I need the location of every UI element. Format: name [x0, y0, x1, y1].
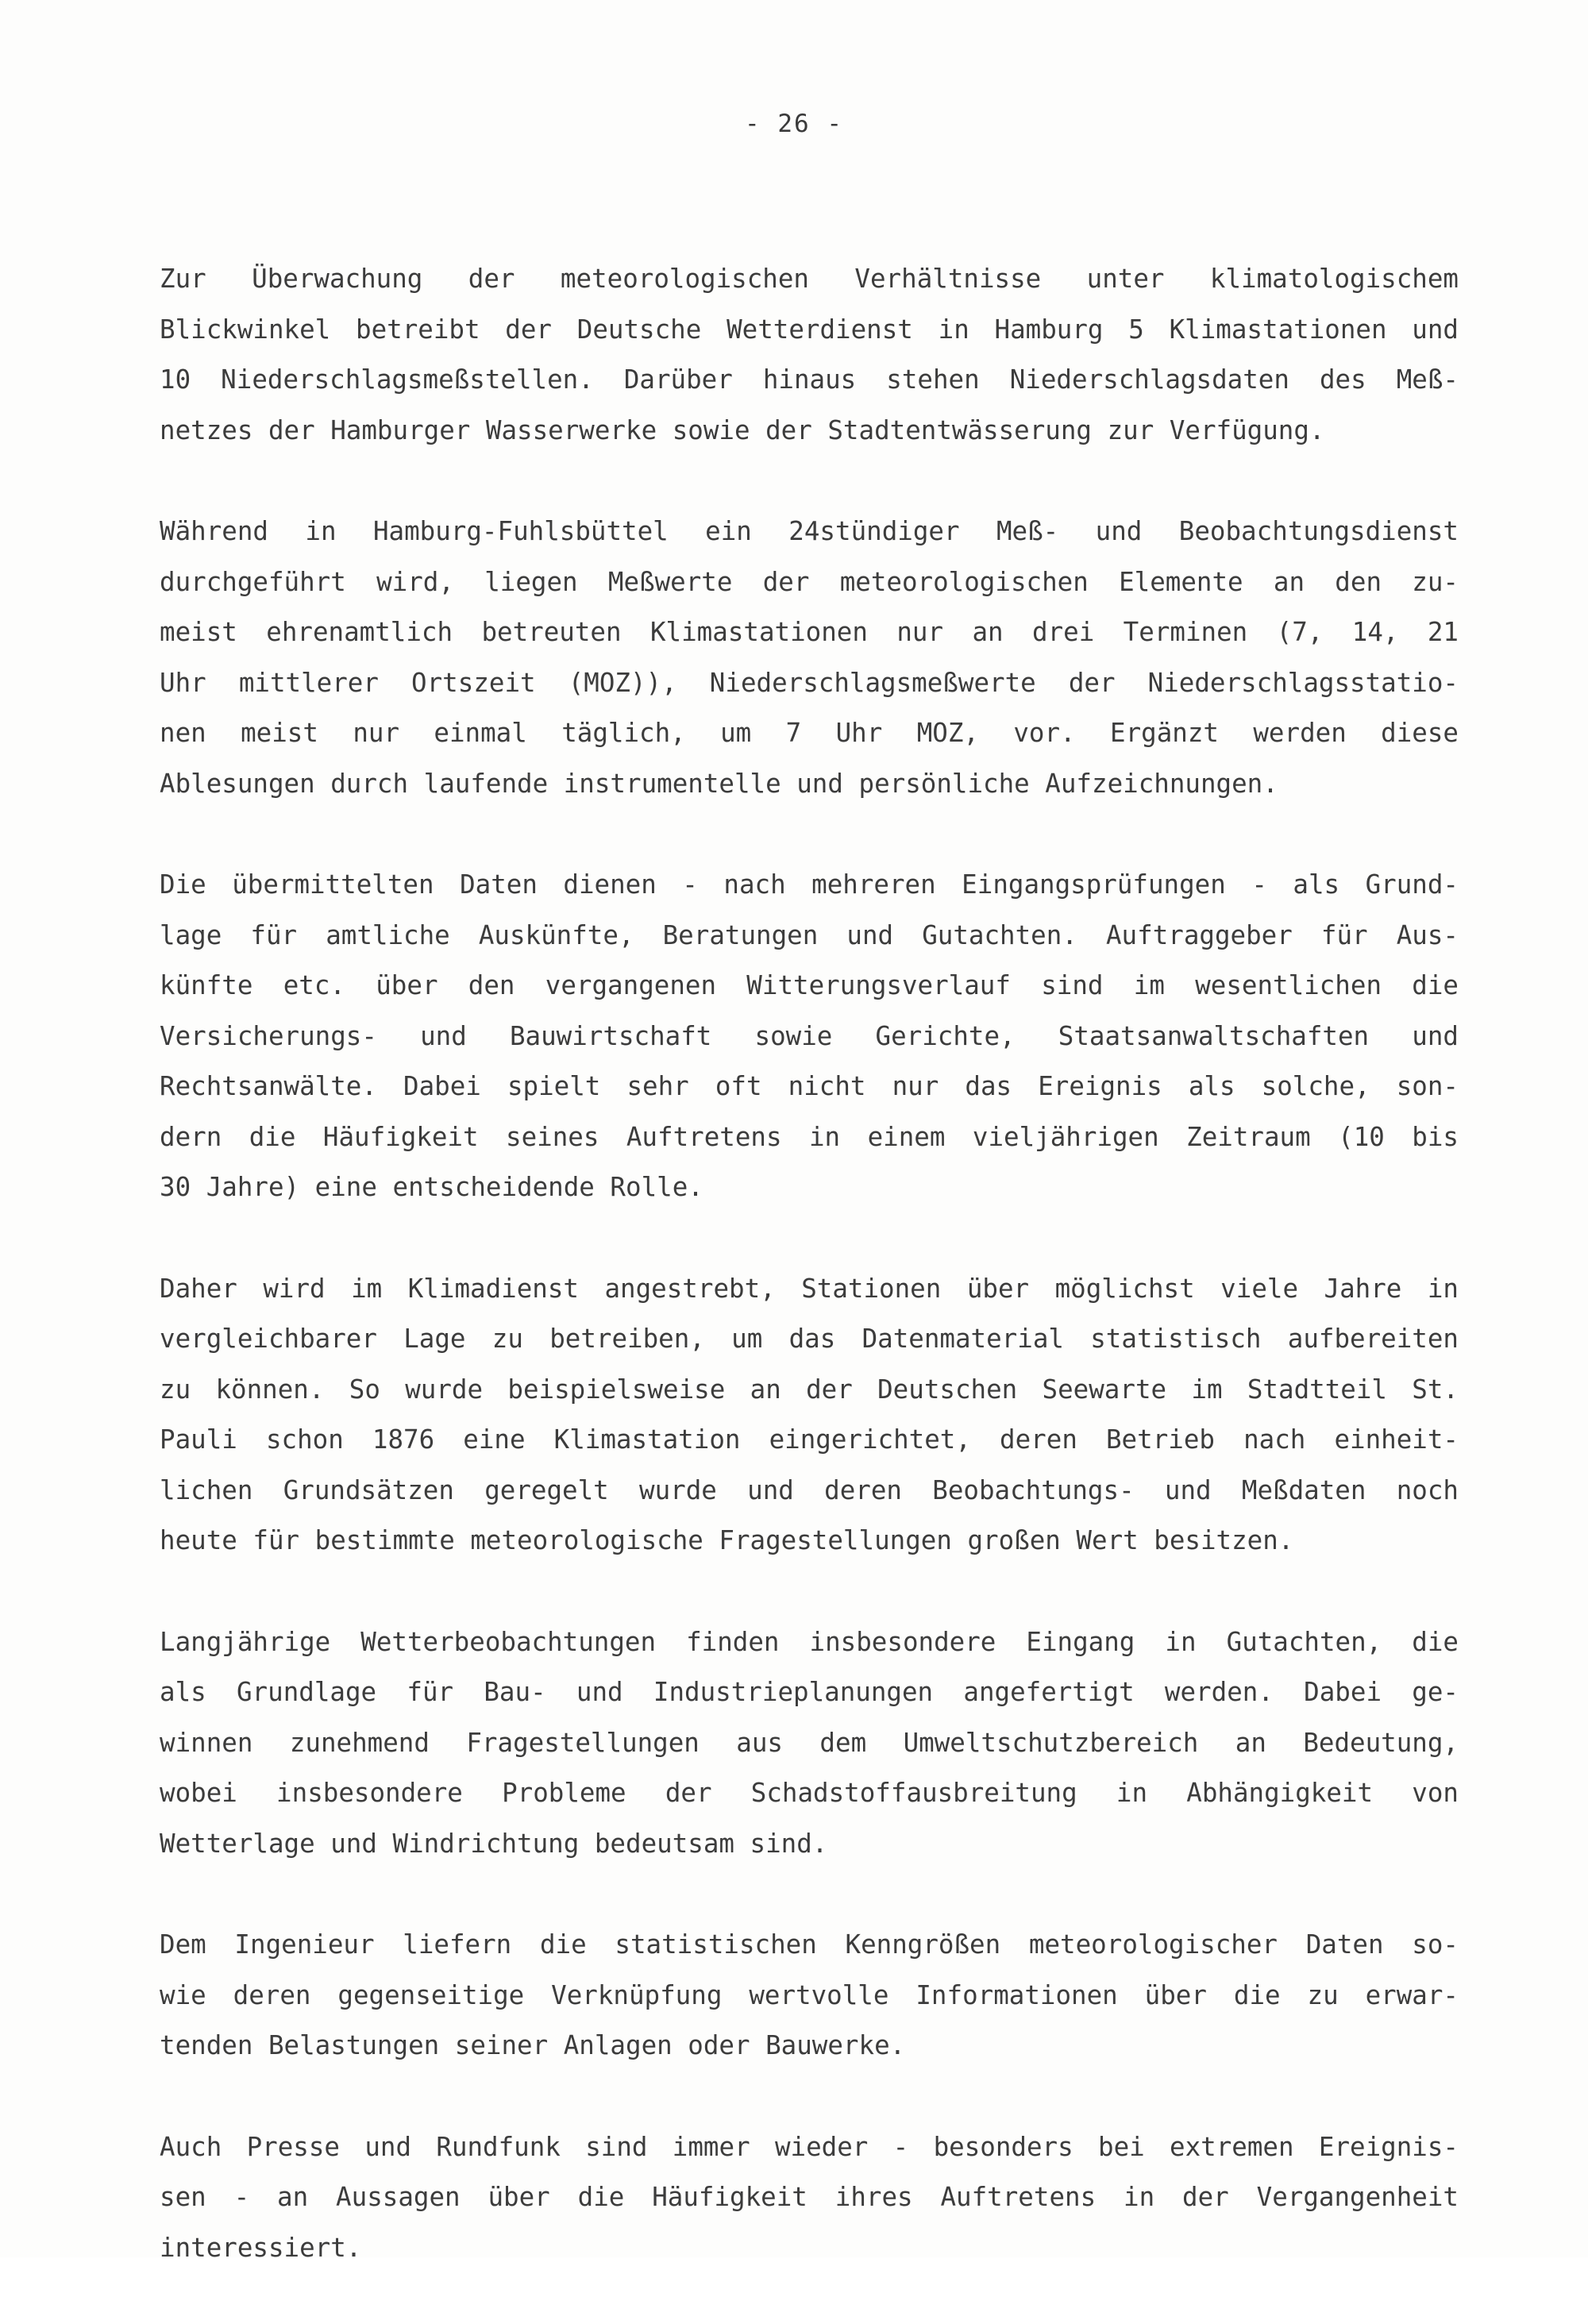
page-number: - 26 -: [745, 110, 843, 138]
text-line: heute für bestimmte meteorologische Fragestellungen großen Wert besitzen.: [160, 1525, 1294, 1555]
paragraph: [160, 860, 1459, 1213]
text-line: Pauli schon 1876 eine Klimastation eingerichtet, deren Betrieb nach einheit-: [160, 1424, 1459, 1455]
paragraph: [160, 1264, 1459, 1567]
text-line: tenden Belastungen seiner Anlagen oder Bauwerke.: [160, 2030, 906, 2060]
text-line: Daher wird im Klimadienst angestrebt, Stationen über möglichst viele Jahre in: [160, 1273, 1459, 1304]
text-line: Blickwinkel betreibt der Deutsche Wetterdienst in Hamburg 5 Klimastationen und: [160, 314, 1459, 345]
text-line: vergleichbarer Lage zu betreiben, um das Datenmaterial statistisch aufbereiten: [160, 1324, 1459, 1354]
text-line: durchgeführt wird, liegen Meßwerte der meteorologischen Elemente an den zu-: [160, 566, 1459, 597]
text-line: Während in Hamburg-Fuhlsbüttel ein 24stündiger Meß- und Beobachtungsdienst: [160, 516, 1459, 546]
paragraph: [160, 1920, 1459, 2072]
text-line: wie deren gegenseitige Verknüpfung wertvolle Informationen über die zu erwar-: [160, 1979, 1459, 2010]
text-line: Auch Presse und Rundfunk sind immer wieder - besonders bei extremen Ereignis-: [160, 2131, 1459, 2162]
text-line: Zur Überwachung der meteorologischen Verhältnisse unter klimatologischem: [160, 264, 1459, 294]
text-line: Uhr mittlerer Ortszeit (MOZ)), Niederschlagsmeßwerte der Niederschlagsstatio-: [160, 667, 1459, 698]
paragraph: [160, 507, 1459, 809]
text-line: lichen Grundsätzen geregelt wurde und deren Beobachtungs- und Meßdaten noch: [160, 1474, 1459, 1505]
text-line: Dem Ingenieur liefern die statistischen Kenngrößen meteorologischer Daten so-: [160, 1929, 1459, 1960]
text-line: 30 Jahre) eine entscheidende Rolle.: [160, 1172, 703, 1202]
text-line: 10 Niederschlagsmeßstellen. Darüber hinaus stehen Niederschlagsdaten des Meß-: [160, 364, 1459, 395]
text-line: als Grundlage für Bau- und Industrieplanungen angefertigt werden. Dabei ge-: [160, 1677, 1459, 1707]
paragraph: [160, 254, 1459, 456]
text-line: winnen zunehmend Fragestellungen aus dem Umweltschutzbereich an Bedeutung,: [160, 1727, 1459, 1758]
text-line: Ablesungen durch laufende instrumentelle und persönliche Aufzeichnungen.: [160, 768, 1278, 799]
text-line: Die übermittelten Daten dienen - nach mehreren Eingangsprüfungen - als Grund-: [160, 869, 1459, 900]
text-line: Versicherungs- und Bauwirtschaft sowie Gerichte, Staatsanwaltschaften und: [160, 1020, 1459, 1051]
text-line: netzes der Hamburger Wasserwerke sowie der Stadtentwässerung zur Verfügung.: [160, 414, 1325, 445]
text-line: Langjährige Wetterbeobachtungen finden insbesondere Eingang in Gutachten, die: [160, 1626, 1459, 1657]
text-line: nen meist nur einmal täglich, um 7 Uhr MOZ, vor. Ergänzt werden diese: [160, 718, 1459, 748]
text-line: meist ehrenamtlich betreuten Klimastationen nur an drei Terminen (7, 14, 21: [160, 617, 1459, 647]
paragraph: [160, 2122, 1459, 2274]
text-line: sen - an Aussagen über die Häufigkeit ihres Auftretens in der Vergangenheit: [160, 2182, 1459, 2212]
paragraph: [160, 1617, 1459, 1870]
body-text: [160, 254, 1459, 2324]
text-line: wobei insbesondere Probleme der Schadstoffausbreitung in Abhängigkeit von: [160, 1778, 1459, 1808]
text-line: Rechtsanwälte. Dabei spielt sehr oft nicht nur das Ereignis als solche, son-: [160, 1071, 1459, 1101]
text-line: interessiert.: [160, 2232, 362, 2263]
text-line: Wetterlage und Windrichtung bedeutsam sind.: [160, 1828, 828, 1859]
text-line: künfte etc. über den vergangenen Witterungsverlauf sind im wesentlichen die: [160, 970, 1459, 1000]
text-line: zu können. So wurde beispielsweise an der Deutschen Seewarte im Stadtteil St.: [160, 1374, 1459, 1405]
text-line: lage für amtliche Auskünfte, Beratungen und Gutachten. Auftraggeber für Aus-: [160, 919, 1459, 950]
text-line: dern die Häufigkeit seines Auftretens in einem vieljährigen Zeitraum (10 bis: [160, 1121, 1459, 1152]
